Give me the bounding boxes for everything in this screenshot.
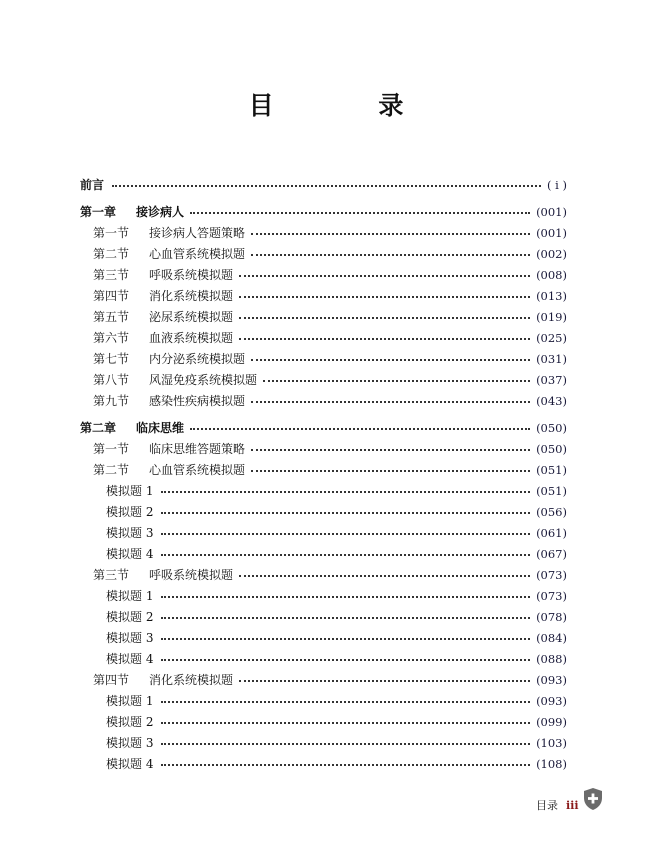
table-of-contents bbox=[80, 174, 567, 774]
toc-entry-label: 模拟题 4 bbox=[106, 547, 154, 561]
toc-entry-page: (061) bbox=[536, 525, 567, 540]
toc-entry-page: (067) bbox=[536, 546, 567, 561]
toc-leader-dots bbox=[263, 380, 530, 382]
toc-entry-title: 泌尿系统模拟题 bbox=[149, 310, 234, 324]
toc-entry[interactable] bbox=[80, 264, 567, 285]
toc-entry[interactable] bbox=[80, 606, 567, 627]
toc-entry-label: 模拟题 4 bbox=[106, 757, 154, 771]
toc-entry-title: 心血管系统模拟题 bbox=[149, 463, 246, 477]
toc-entry-page: (031) bbox=[536, 351, 567, 366]
toc-entry-page: (013) bbox=[536, 288, 567, 303]
toc-leader-dots bbox=[161, 659, 530, 661]
toc-entry-label: 第一节 bbox=[93, 442, 130, 456]
toc-entry-label: 模拟题 3 bbox=[106, 526, 154, 540]
toc-leader-dots bbox=[239, 575, 530, 577]
toc-entry[interactable] bbox=[80, 732, 567, 753]
toc-entry-title: 临床思维 bbox=[136, 421, 185, 435]
toc-leader-dots bbox=[239, 317, 530, 319]
toc-entry-title: 感染性疾病模拟题 bbox=[149, 394, 246, 408]
toc-entry-label: 第一章 bbox=[80, 205, 117, 219]
page-title: 目 录 bbox=[248, 91, 452, 120]
toc-entry[interactable] bbox=[80, 480, 567, 501]
toc-entry-page: (051) bbox=[536, 462, 567, 477]
toc-leader-dots bbox=[190, 212, 530, 214]
toc-entry[interactable] bbox=[80, 417, 567, 438]
toc-entry-title: 消化系统模拟题 bbox=[149, 673, 234, 687]
page-footer bbox=[536, 797, 579, 813]
toc-entry-page: (103) bbox=[536, 735, 567, 750]
toc-leader-dots bbox=[251, 401, 530, 403]
toc-entry-label: 模拟题 4 bbox=[106, 652, 154, 666]
toc-entry-title: 心血管系统模拟题 bbox=[149, 247, 246, 261]
toc-entry[interactable] bbox=[80, 174, 567, 195]
toc-entry[interactable] bbox=[80, 222, 567, 243]
footer-section: 目录 bbox=[536, 799, 558, 812]
toc-entry-title: 接诊病人答题策略 bbox=[149, 226, 246, 240]
toc-leader-dots bbox=[161, 533, 530, 535]
toc-leader-dots bbox=[239, 338, 530, 340]
shield-plus-icon bbox=[583, 787, 603, 811]
toc-leader-dots bbox=[251, 359, 530, 361]
toc-leader-dots bbox=[161, 764, 530, 766]
toc-entry[interactable] bbox=[80, 522, 567, 543]
toc-entry-page: (088) bbox=[536, 651, 567, 666]
toc-entry-page: (019) bbox=[536, 309, 567, 324]
toc-leader-dots bbox=[251, 233, 530, 235]
toc-entry-page: (099) bbox=[536, 714, 567, 729]
toc-entry-page: ( ⅰ ) bbox=[547, 177, 567, 192]
toc-entry-label: 前言 bbox=[80, 178, 105, 192]
toc-entry[interactable] bbox=[80, 669, 567, 690]
toc-leader-dots bbox=[161, 554, 530, 556]
toc-leader-dots bbox=[112, 185, 541, 187]
toc-entry-page: (001) bbox=[536, 204, 567, 219]
toc-entry-page: (025) bbox=[536, 330, 567, 345]
toc-entry[interactable] bbox=[80, 543, 567, 564]
toc-entry-label: 模拟题 3 bbox=[106, 736, 154, 750]
toc-entry-label: 第四节 bbox=[93, 289, 130, 303]
toc-entry[interactable] bbox=[80, 390, 567, 411]
toc-entry-label: 第八节 bbox=[93, 373, 130, 387]
toc-entry[interactable] bbox=[80, 306, 567, 327]
toc-entry-label: 第七节 bbox=[93, 352, 130, 366]
toc-entry[interactable] bbox=[80, 627, 567, 648]
toc-entry-page: (108) bbox=[536, 756, 567, 771]
toc-entry-page: (001) bbox=[536, 225, 567, 240]
toc-entry-title: 血液系统模拟题 bbox=[149, 331, 234, 345]
toc-leader-dots bbox=[161, 491, 530, 493]
toc-entry-page: (037) bbox=[536, 372, 567, 387]
toc-leader-dots bbox=[251, 449, 530, 451]
toc-leader-dots bbox=[161, 617, 530, 619]
toc-entry-page: (084) bbox=[536, 630, 567, 645]
toc-entry[interactable] bbox=[80, 327, 567, 348]
toc-entry-label: 第二章 bbox=[80, 421, 117, 435]
toc-entry-page: (002) bbox=[536, 246, 567, 261]
toc-entry[interactable] bbox=[80, 501, 567, 522]
toc-entry-title: 内分泌系统模拟题 bbox=[149, 352, 246, 366]
toc-leader-dots bbox=[190, 428, 530, 430]
toc-entry-label: 第二节 bbox=[93, 463, 130, 477]
toc-entry-title: 风湿免疫系统模拟题 bbox=[149, 373, 258, 387]
toc-entry-page: (093) bbox=[536, 693, 567, 708]
toc-entry-label: 第三节 bbox=[93, 268, 130, 282]
toc-entry-page: (073) bbox=[536, 588, 567, 603]
toc-leader-dots bbox=[161, 722, 530, 724]
toc-entry-label: 模拟题 1 bbox=[106, 589, 154, 603]
toc-entry[interactable] bbox=[80, 369, 567, 390]
toc-entry-label: 模拟题 2 bbox=[106, 610, 154, 624]
toc-leader-dots bbox=[251, 470, 530, 472]
toc-entry-page: (050) bbox=[536, 420, 567, 435]
footer-page-number: ⅲ bbox=[566, 798, 579, 812]
toc-entry-label: 第一节 bbox=[93, 226, 130, 240]
toc-entry-page: (056) bbox=[536, 504, 567, 519]
toc-entry-label: 模拟题 1 bbox=[106, 694, 154, 708]
toc-entry[interactable] bbox=[80, 711, 567, 732]
toc-entry[interactable] bbox=[80, 753, 567, 774]
toc-entry-label: 第九节 bbox=[93, 394, 130, 408]
toc-entry-title: 接诊病人 bbox=[136, 205, 185, 219]
toc-entry-label: 模拟题 2 bbox=[106, 715, 154, 729]
toc-entry-label: 第六节 bbox=[93, 331, 130, 345]
toc-leader-dots bbox=[161, 512, 530, 514]
toc-entry-page: (008) bbox=[536, 267, 567, 282]
toc-entry[interactable] bbox=[80, 285, 567, 306]
toc-entry[interactable] bbox=[80, 690, 567, 711]
toc-leader-dots bbox=[161, 638, 530, 640]
toc-leader-dots bbox=[251, 254, 530, 256]
toc-entry-title: 呼吸系统模拟题 bbox=[149, 268, 234, 282]
toc-entry[interactable] bbox=[80, 438, 567, 459]
toc-entry[interactable] bbox=[80, 459, 567, 480]
toc-entry[interactable] bbox=[80, 564, 567, 585]
toc-entry-page: (073) bbox=[536, 567, 567, 582]
toc-leader-dots bbox=[239, 275, 530, 277]
toc-entry-label: 第四节 bbox=[93, 673, 130, 687]
toc-leader-dots bbox=[161, 743, 530, 745]
toc-entry-title: 消化系统模拟题 bbox=[149, 289, 234, 303]
toc-entry-label: 第五节 bbox=[93, 310, 130, 324]
toc-entry[interactable] bbox=[80, 585, 567, 606]
toc-entry[interactable] bbox=[80, 243, 567, 264]
toc-entry-page: (093) bbox=[536, 672, 567, 687]
toc-leader-dots bbox=[161, 701, 530, 703]
toc-entry-title: 呼吸系统模拟题 bbox=[149, 568, 234, 582]
toc-leader-dots bbox=[239, 296, 530, 298]
toc-entry-page: (078) bbox=[536, 609, 567, 624]
toc-entry-title: 临床思维答题策略 bbox=[149, 442, 246, 456]
toc-entry-label: 模拟题 3 bbox=[106, 631, 154, 645]
toc-leader-dots bbox=[239, 680, 530, 682]
toc-entry-page: (043) bbox=[536, 393, 567, 408]
toc-entry[interactable] bbox=[80, 348, 567, 369]
toc-entry[interactable] bbox=[80, 648, 567, 669]
toc-entry-label: 模拟题 1 bbox=[106, 484, 154, 498]
toc-entry-page: (051) bbox=[536, 483, 567, 498]
toc-entry-label: 第二节 bbox=[93, 247, 130, 261]
toc-entry-page: (050) bbox=[536, 441, 567, 456]
toc-entry[interactable] bbox=[80, 201, 567, 222]
toc-entry-label: 模拟题 2 bbox=[106, 505, 154, 519]
toc-entry-label: 第三节 bbox=[93, 568, 130, 582]
toc-leader-dots bbox=[161, 596, 530, 598]
